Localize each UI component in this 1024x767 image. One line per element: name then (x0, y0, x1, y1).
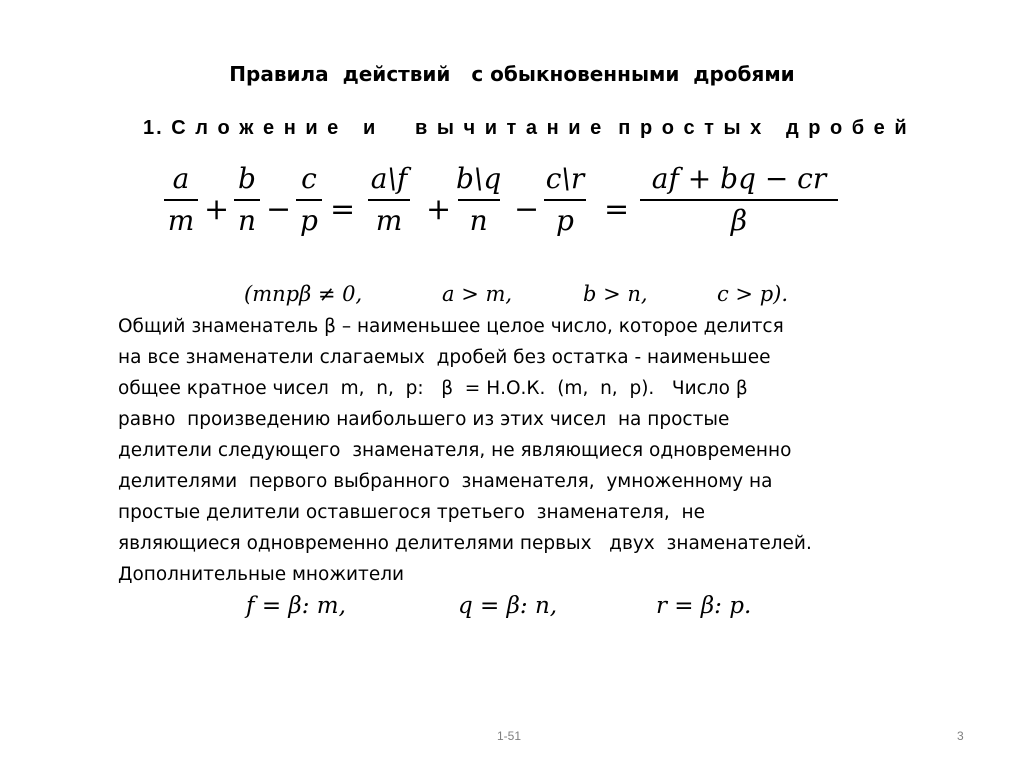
condition-c-gt-p: c > p). (717, 282, 789, 306)
numerator: a\f (370, 162, 408, 195)
paragraph-line: делителями первого выбранного знаменателя, умноженному на (118, 471, 773, 492)
paragraph-line: на все знаменатели слагаемых дробей без остатка - наименьшее (118, 347, 771, 368)
condition-nonzero: (mnpβ ≠ 0, (244, 282, 363, 306)
equals-operator: = (604, 192, 630, 227)
fraction-result (640, 162, 838, 238)
multiplier-f: f = β: m, (246, 593, 346, 619)
numerator: c (301, 162, 317, 195)
section-heading: 1. С л о ж е н и е и в ы ч и т а н и е п р о с т ы х д р о б е й (143, 117, 909, 139)
numerator: c\r (545, 162, 585, 195)
paragraph-line: делители следующего знаменателя, не являющиеся одновременно (118, 440, 792, 461)
denominator: p (556, 204, 574, 237)
page-number: 3 (957, 729, 964, 743)
plus-operator: + (426, 192, 452, 227)
condition-b-gt-n: b > n, (583, 282, 648, 306)
fraction-af-m (368, 162, 410, 238)
multiplier-r: r = β: p. (656, 593, 752, 619)
paragraph-line: Дополнительные множители (118, 564, 405, 585)
denominator: n (237, 204, 257, 237)
equals-operator: = (330, 192, 356, 227)
plus-operator: + (204, 192, 230, 227)
paragraph-line: Общий знаменатель β – наименьшее целое число, которое делится (118, 316, 784, 337)
denominator: n (469, 204, 488, 237)
minus-operator: − (266, 192, 292, 227)
numerator: af + bq − cr (651, 162, 827, 195)
multiplier-q: q = β: n, (458, 593, 558, 619)
paragraph-line: являющиеся одновременно делителями первых двух знаменателей. (118, 533, 812, 554)
fraction-cr-p (544, 162, 586, 238)
denominator: m (375, 204, 403, 237)
numerator: b\q (456, 162, 502, 195)
paragraph-line: простые делители оставшегося третьего знаменателя, не (118, 502, 705, 523)
numerator: a (172, 162, 190, 195)
slide-title: Правила действий с обыкновенными дробями (229, 62, 795, 86)
fraction-equation (148, 162, 848, 262)
paragraph-line: равно произведению наибольшего из этих чисел на простые (118, 409, 730, 430)
fraction-bq-n (456, 162, 501, 238)
denominator: β (730, 204, 748, 237)
minus-operator: − (514, 192, 540, 227)
condition-a-gt-m: a > m, (442, 282, 513, 306)
footer-slide-range: 1-51 (497, 729, 522, 743)
fraction-c-p (296, 162, 322, 238)
denominator: p (300, 204, 318, 237)
explanation-paragraph (118, 311, 938, 590)
fraction-b-n (234, 162, 260, 238)
paragraph-line: общее кратное чисел m, n, p: β = Н.О.К. (m, n, p). Число β (118, 378, 748, 399)
denominator: m (167, 204, 195, 237)
numerator: b (238, 162, 256, 195)
fraction-a-m (164, 162, 198, 238)
